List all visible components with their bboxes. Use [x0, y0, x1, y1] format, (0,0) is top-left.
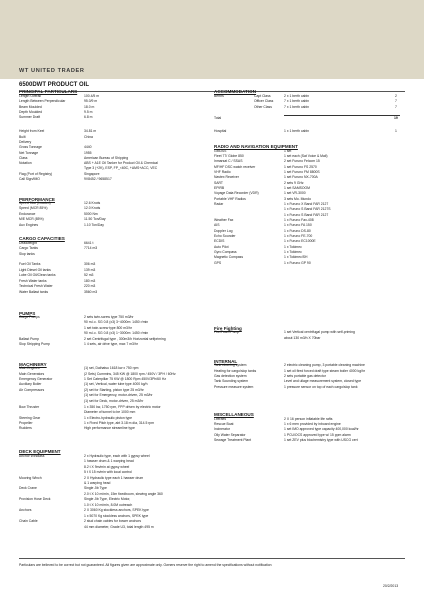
spec-label: Air Compressors	[19, 388, 45, 392]
spec-value: 2 sets portable gas detector	[284, 374, 326, 378]
spec-value: 1 x Furuno S Band FAR 2127S	[284, 207, 331, 211]
spec-value: 2 electric cleaning pump, 3 portable cleaning machine	[284, 363, 365, 367]
spec-value: 1 set each (Sat Voice & Mail)	[284, 154, 328, 158]
spec-value: 1 set Furuno FS 2570	[284, 165, 317, 169]
spec-value: 2 stud chain cables for bower anchors	[84, 519, 142, 523]
section-heading: INTERNAL	[214, 359, 238, 364]
spec-value: 1 x Furuno FE-700	[284, 234, 313, 238]
spec-value: 9V8452 / 9658517	[84, 177, 112, 181]
spec-label: Radar	[214, 202, 224, 206]
berth-count: 7	[395, 105, 397, 109]
spec-label: Notation	[19, 161, 32, 165]
spec-label: Speed Max (Loaded)	[19, 201, 51, 205]
total-value: 19	[394, 116, 398, 120]
section-heading: PERFORMANCE	[19, 197, 55, 202]
spec-label: Steering Gear	[19, 416, 41, 420]
spec-value: 2 X 3060 Kg stockless anchors, SPEK type	[84, 508, 149, 512]
spec-label: Call Sign/IMO	[19, 177, 40, 181]
spec-label: Slop tanks	[19, 252, 35, 256]
spec-label: Summer Draft	[19, 115, 41, 119]
spec-value: 1955	[84, 151, 92, 155]
spec-label: Auto Pilot	[214, 245, 229, 249]
spec-label: Height from Keel	[19, 129, 45, 133]
spec-value: & 1 warping head	[84, 481, 111, 485]
spec-value: Singapore	[84, 172, 100, 176]
spec-value: 3 sets Mo. Mundo	[284, 197, 311, 201]
berth-count: 2	[395, 94, 397, 98]
spec-value: 1 set SAMSOOM	[284, 186, 311, 190]
spec-label: Fleet 77/ Globe 850	[214, 154, 244, 158]
spec-label: Gross Tonnage	[19, 145, 42, 149]
spec-label: Oily Water Separator	[214, 433, 246, 437]
spec-value: 1 x 6 men provided by inboard engine	[284, 422, 341, 426]
spec-value: 1 set VR-3000	[284, 191, 306, 195]
berth-cabins: 7 x 1 berth cabin	[284, 99, 310, 103]
spec-value: 5 t X 15 m/min with local control	[84, 470, 132, 474]
spec-label: Echo Sounder	[214, 234, 236, 238]
spec-label: Portable VHF Radios	[214, 197, 246, 201]
spec-value: 95.0/9 m	[84, 99, 98, 103]
spec-value: 2 set Centrifugal type , 300m3/h Horizontal selfpriming	[84, 337, 166, 341]
spec-label: GMDSS	[214, 149, 227, 153]
spec-label: Anchors	[19, 508, 32, 512]
document-title: 6500DWT PRODUCT OIL	[19, 82, 90, 88]
spec-label: Class	[19, 156, 28, 160]
spec-value: China	[84, 135, 93, 139]
spec-label: Fire/Foam Pump	[214, 330, 240, 334]
spec-value: (1) set for Emergency, motor-driven, 25 m3/hr	[84, 393, 153, 397]
spec-value: 1 set oil fired forced draft type steam boiler 4000 kg/hr	[284, 369, 366, 373]
spec-label: Inmarsat C / SSAS	[214, 159, 243, 163]
spec-value: 9.5 m	[84, 110, 93, 114]
spec-label: Rudders	[19, 426, 32, 430]
spec-label: SART	[214, 181, 223, 185]
hospital-count: 1	[395, 129, 397, 133]
document-date: 20/2/2013	[383, 584, 399, 588]
spec-label: Deadweight	[19, 241, 37, 245]
spec-value: 2 X Hydraulic type each 1 hawser drum	[84, 476, 144, 480]
spec-value: American Bureau of Shipping	[84, 156, 129, 160]
spec-value: 6.8 m	[84, 115, 93, 119]
spec-value: 100.4/5 m	[84, 94, 100, 98]
spec-value: 1 x Furuno X Band FAR 2127	[284, 202, 329, 206]
spec-label: Navtex Receiver	[214, 175, 239, 179]
spec-label: ECDIS	[214, 239, 225, 243]
spec-value: Single Jib Type	[84, 486, 107, 490]
spec-value: 2 sets 9 GHz	[284, 181, 304, 185]
spec-value: 220 m3	[84, 284, 96, 288]
spec-value: 1 PCU/OCS approved type w/ 15 ppm alarm	[284, 433, 351, 437]
spec-value: 2.0 t X 10 m/min, 15m fixedboom, slewing angle 360	[84, 492, 163, 496]
section-heading: Fire Fighting	[214, 326, 242, 331]
spec-label: Cargo Pumps	[19, 315, 40, 319]
spec-label: Auxiliary Boiler	[19, 382, 42, 386]
accommodation-heading: ACCOMMODATION	[214, 89, 257, 94]
spec-value: 1 4 sets, air drive type, max 7 m3/hr	[84, 342, 138, 346]
spec-value: about 130 m3/h X 70bar	[284, 336, 321, 340]
spec-value: Type 3 (+2K), ESP, FP_<60C, +AMS+ACC, VEC	[84, 166, 158, 170]
spec-value: 1 hawser drum & 1 warping head	[84, 459, 134, 463]
spec-label: Deck Crane	[19, 486, 37, 490]
spec-value: 1 x Tokimec/SH	[284, 255, 308, 259]
spec-value: 1 set Furuno FM 8800S	[284, 170, 320, 174]
spec-value: 1 set	[284, 149, 292, 153]
spec-label: Fuel Oil Tanks	[19, 262, 41, 266]
spec-label: Liferafts	[214, 417, 227, 421]
berth-class: Capt Class	[254, 94, 271, 98]
spec-label: Beam Moulded	[19, 105, 42, 109]
spec-label: Water Ballast tanks	[19, 290, 49, 294]
spec-label: Gas detection system	[214, 374, 247, 378]
spec-value: 1 set IMO approved type capacity 400,000 kcal/hr	[284, 427, 359, 431]
left-column	[19, 0, 199, 600]
spec-value: (2 Sets) Cummins, 345 KW @ 1800 rpm / 450V / 3PH / 60Hz	[84, 372, 176, 376]
spec-value: 1 x Furuno GP 90	[284, 261, 311, 265]
spec-label: Gyro Compass	[214, 250, 237, 254]
spec-label: M/E MCR (85%)	[19, 217, 44, 221]
spec-value: (1) set for Deck, motor-driven, 25 m3/hr	[84, 399, 144, 403]
spec-value: ABS + A1E Oil Tanker for Product Oil & Chemical	[84, 161, 158, 165]
berths-label: Berths	[214, 94, 224, 98]
spec-label: Weather Fax	[214, 218, 234, 222]
spec-value: 8.2 t X 9m/min at gypsy wheel	[84, 465, 130, 469]
spec-value: 2 sets twin-screw type 750 m3/hr	[84, 315, 134, 319]
disclaimer-note: Particulars are believed to be correct but not guaranteed. All figures given are approximate only. Owners reserve the right to amend the specifications without notification	[19, 563, 272, 567]
spec-value: 12.6 Knots	[84, 201, 101, 205]
spec-label: Net Tonnage	[19, 151, 39, 155]
spec-label: Voyage Data Recorder (VDR)	[214, 191, 259, 195]
hospital-label: Hospital	[214, 129, 227, 133]
spec-value: 1 x Tokimec	[284, 245, 302, 249]
spec-label: Delivery	[19, 140, 32, 144]
spec-label: Light Diesel Oil tanks	[19, 268, 51, 272]
berth-count: 7	[395, 99, 397, 103]
spec-label: Built	[19, 135, 26, 139]
berth-class: Officer Class	[254, 99, 274, 103]
section-heading: RADIO AND NAVIGATION EQUIPMENT	[214, 144, 298, 149]
spec-value: 1 x Furuno EC1000E	[284, 239, 316, 243]
spec-value: 1 x Furuno S Band FAR 2127	[284, 213, 329, 217]
spec-value: 1 set Furuno NX-700A	[284, 175, 318, 179]
spec-label: Doppler Log	[214, 229, 233, 233]
spec-value: 1.0 t X 10 m/min, 8.0M outreach	[84, 503, 133, 507]
spec-value: Diameter of tunnel to be 1000 mm	[84, 410, 136, 414]
spec-value: 1 x 350 kw, 1750 rpm, FPP driven by electric motor	[84, 405, 161, 409]
spec-value: 2 X 16 person inflatable life rafts	[284, 417, 333, 421]
spec-label: Provision Hose Deck	[19, 497, 51, 501]
total-divider	[284, 115, 400, 116]
spec-value: 7714 m3	[84, 246, 98, 250]
spec-label: GPS	[214, 261, 222, 265]
spec-value: 3560 m3	[84, 290, 98, 294]
section-heading: MACHINERY	[19, 362, 47, 367]
spec-label: Speed (MCR 85%)	[19, 206, 48, 210]
spec-label: Bow Thruster	[19, 405, 40, 409]
spec-value: 1 x Fixed Pitch type, abt 3.18 m dia, 314.5 rpm	[84, 421, 155, 425]
spec-label: Tank Sounding system	[214, 379, 249, 383]
spec-label: EPIRB	[214, 186, 225, 190]
berth-cabins: 7 x 1 berth cabin	[284, 105, 310, 109]
spec-label: Slop Stripping Pump	[19, 342, 50, 346]
spec-label: Sewage Treatment Plant	[214, 438, 252, 442]
spec-label: Aux Engines	[19, 223, 39, 227]
spec-label: Tank cleaning system	[214, 363, 247, 367]
total-label: Total	[214, 116, 222, 120]
spec-value: 2 x Hydraulic type, each with 1 gypsy wheel	[84, 454, 150, 458]
spec-label: Cargo Tanks	[19, 246, 38, 250]
spec-label: Length Between Perpendicular	[19, 99, 66, 103]
spec-value: 6641 t	[84, 241, 94, 245]
spec-value: 44 mm diameter, Grade U3, total length 495 m	[84, 525, 154, 529]
spec-label: Main Engines	[19, 366, 40, 370]
spec-value: 1 set Vertical centrifugal pump with self-priming	[284, 330, 355, 334]
spec-value: 2 set Furuno Felcom 15	[284, 159, 320, 163]
spec-value: 1 x Furuno FA 150	[284, 223, 312, 227]
spec-label: MF/HF DSC watch receiver	[214, 165, 256, 169]
spec-value: 1.10 Ton/Day	[84, 223, 104, 227]
spec-value: 1 x Furuno DS-80	[284, 229, 311, 233]
spec-label: AIS	[214, 223, 220, 227]
spec-value: Single Jib Type, Electric Motor,	[84, 497, 131, 501]
section-heading: DECK EQUIPMENT	[19, 449, 61, 454]
hospital-berth: 1 x 1 berth cabin	[284, 129, 310, 133]
spec-value: 34.81 m	[84, 129, 97, 133]
spec-value: 12.0 Knots	[84, 206, 101, 210]
spec-value: 11.50 Ton/Day	[84, 217, 106, 221]
spec-label: Depth Moulded	[19, 110, 42, 114]
section-heading: PRINCIPAL PARTICULARS	[19, 89, 78, 94]
spec-value: 4440	[84, 145, 92, 149]
accommodation-section	[214, 0, 414, 140]
spec-label: Technical Fresh Water	[19, 284, 53, 288]
spec-value: (1) set, Vertical, water tube type 4000 kg/h	[84, 382, 148, 386]
berth-class: Other Class	[254, 105, 272, 109]
spec-label: Rescue Boat	[214, 422, 234, 426]
section-heading: CARGO CAPACITIES	[19, 236, 65, 241]
spec-label: Magnetic Compass	[214, 255, 244, 259]
spec-label: Lube Oil Oil/Clean tanks	[19, 273, 56, 277]
berth-cabins: 2 x 1 berth cabin	[284, 94, 310, 98]
spec-label: Incinerator	[214, 427, 231, 431]
spec-label: Emergency Generator	[19, 377, 53, 381]
spec-label: Ballast Pump	[19, 337, 39, 341]
spec-value: Level and ullage measurement system, closed type	[284, 379, 362, 383]
spec-value: 180 m3	[84, 279, 96, 283]
spec-value: 52 m3	[84, 273, 94, 277]
spec-value: 90 m.l.c. SG 0.8 (x3) 1~3000m: 1450 r/min	[84, 331, 149, 335]
spec-value: 139 m3	[84, 268, 96, 272]
spec-value: 18.0 m	[84, 105, 95, 109]
spec-label: Main Generators	[19, 372, 45, 376]
spec-label: Propeller	[19, 421, 33, 425]
spec-value: (1) set, Daihatsu 1618 kw x 750 rpm	[84, 366, 139, 370]
spec-value: 1 Set Caterpillar 75 KW @ 1800 Rpm 450V/3Ph/60 Hz	[84, 377, 167, 381]
spec-label: Heating for cargo/slop tanks	[214, 369, 257, 373]
spec-value: 1 set ZEV plus biochemistry type with USCG cert	[284, 438, 358, 442]
spec-value: High performance streamline type	[84, 426, 135, 430]
spec-label: VHF Radio	[214, 170, 231, 174]
section-heading: PUMPS	[19, 311, 36, 316]
section-heading: MISCELLANEOUS	[214, 412, 254, 417]
spec-value: 1 x 5070 Kg stockless anchors, SPEK type	[84, 514, 149, 518]
spec-value: 306 m3	[84, 262, 96, 266]
spec-value: 1 set twin-screw type 800 m3/hr	[84, 326, 132, 330]
spec-value: 1 x Furuno Fax-408	[284, 218, 314, 222]
spec-label: Pressure measure system	[214, 385, 254, 389]
footer-divider	[19, 558, 405, 559]
spec-label: Flag (Port of Registry)	[19, 172, 53, 176]
spec-value: 1 x Electro-hydraulic piston type	[84, 416, 133, 420]
spec-value: 1 pressure sensor on top of each cargo/slop tank	[284, 385, 358, 389]
spec-label: Anchor Windlass	[19, 454, 45, 458]
spec-value: (2) set for Starting, piston type 25 m3/hr	[84, 388, 144, 392]
spec-value: 1 x Tokimec	[284, 250, 302, 254]
company-name: WT UNITED TRADER	[19, 68, 85, 74]
spec-label: Endurance	[19, 212, 36, 216]
spec-label: Mooring Winch	[19, 476, 42, 480]
spec-label: Fresh Water tanks	[19, 279, 47, 283]
spec-value: 5000 Nm	[84, 212, 98, 216]
spec-label: Length Overall	[19, 94, 42, 98]
spec-label: Chain Cable	[19, 519, 38, 523]
spec-value: 90 m.l.c. SG 0.8 (x3) 3~4000m: 1450 r/min	[84, 320, 149, 324]
